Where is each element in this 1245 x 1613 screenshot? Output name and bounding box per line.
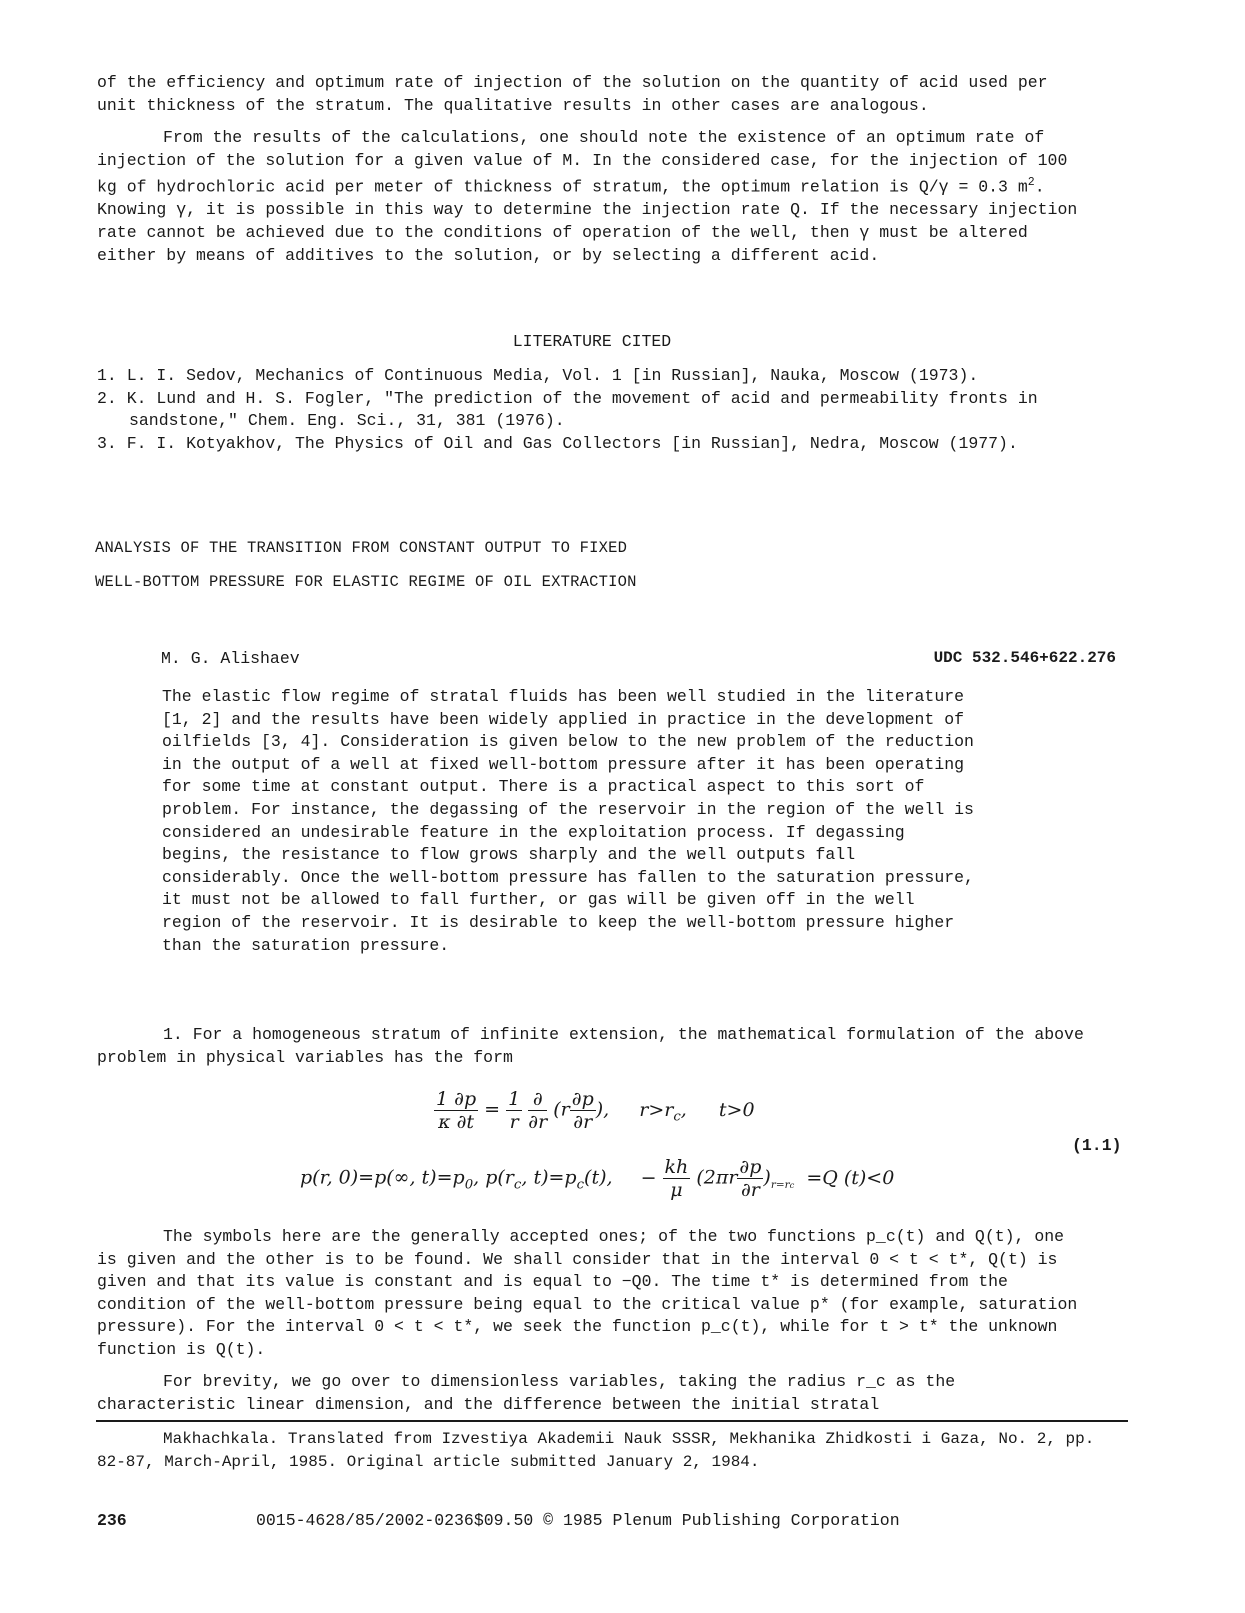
article-title-line-2: WELL-BOTTOM PRESSURE FOR ELASTIC REGIME OF OIL EXTRACTION [95, 573, 637, 591]
para-symbols: The symbols here are the generally accepted ones; of the two functions p_c(t) and Q(t), one is given and the other is to be found. We shall consider that in the interval 0 < t < t*, Q(t) is given and that its value is constant and is equal to −Q0. The time t* is determined from the condition of the well-bottom pressure being equal to the critical value p* (for example, saturation pressure). For the interval 0 < t < t*, we seek the function p_c(t), while for t > t* the unknown function is Q(t). [97, 1227, 1078, 1359]
equation-number: (1.1) [1072, 1136, 1122, 1155]
fraction: $\frac{\partial p}{\partial r}$ [571, 1088, 594, 1133]
fraction: $\frac{kh}{\mu}$ [664, 1156, 689, 1201]
footnote-rule [96, 1420, 1128, 1422]
reference-item: 1. L. I. Sedov, Mechanics of Continuous Media, Vol. 1 [in Russian], Nauka, Moscow (1973). [97, 366, 979, 385]
equation-1-1-line-2: p(r, 0)=p(∞, $t)=p_0$, $p(r_c$, $t)=p_c(t)$, − $\frac{kh}{\mu}$ (2πr $\frac{\partial p}{\partial r}$ )$_{r=rc} =Q$ (t)<0 [300, 1156, 895, 1201]
reference-item: 3. F. I. Kotyakhov, The Physics of Oil and Gas Collectors [in Russian], Nedra, Moscow (1977). [97, 433, 1018, 453]
equation-1-1-line-1: $\frac{1 \partial p}{\kappa \partial t}$ = $\frac{1}{r}$ $\frac{\partial}{\partial r}$ (r $\frac{\partial p}{\partial r}$ ), $r>r_c$, t>0 [436, 1088, 755, 1133]
abstract: The elastic flow regime of stratal fluids has been well studied in the literature [1, 2] and the results have been widely applied in practice in the development of oilfields [3, 4]. Consideration is given below to the new problem of the reduction in the output of a well at fixed well-bottom pressure after it has been operating for some time at constant output. There is a practical aspect to this sort of problem. For instance, the degassing of the reservoir in the region of the well is considered an undesirable feature in the exploitation process. If degassing begins, the resistance to flow grows sharply and the well outputs fall considerably. Once the well-bottom pressure has fallen to the saturation pressure, it must not be allowed to fall further, or gas will be given off in the well region of the reservoir. It is desirable to keep the well-bottom pressure higher than the saturation pressure. [162, 687, 974, 955]
fraction: $\frac{1}{r}$ [508, 1088, 521, 1133]
fraction: $\frac{\partial}{\partial r}$ [528, 1088, 548, 1133]
reference-list [97, 365, 1087, 455]
udc-code: UDC 532.546+622.276 [933, 649, 1116, 667]
fraction: $\frac{\partial p}{\partial r}$ [739, 1156, 762, 1201]
evaluation-subscript: r=rc [770, 1179, 795, 1192]
fraction: $\frac{1 \partial p}{\kappa \partial t}$ [436, 1088, 477, 1133]
section-1-intro: 1. For a homogeneous stratum of infinite extension, the mathematical formulation of the above problem in physical variables has the form [97, 1025, 1084, 1067]
para-continued: of the efficiency and optimum rate of injection of the solution on the quantity of acid used per unit thickness of the stratum. The qualitative results in other cases are analogous. [97, 73, 1048, 115]
literature-heading: LITERATURE CITED [512, 332, 672, 351]
author: M. G. Alishaev [161, 649, 300, 668]
para-optimum: From the results of the calculations, one should note the existence of an optimum rate of injection of the solution for a given value of M. In the considered case, for the injection of 100 kg of hydrochloric acid per meter of thickness of stratum, the optimum relation is Q/γ = 0.3 $m^2$. Knowing γ, it is possible in this way to determine the injection rate Q. If the necessary injection rate cannot be achieved due to the conditions of operation of the well, then γ must be altered either by means of additives to the solution, or by selecting a different acid. [97, 128, 1078, 265]
top-text [97, 72, 1087, 267]
reference-item: 2. K. Lund and H. S. Fogler, "The prediction of the movement of acid and permeability fronts in sandstone," Chem. Eng. Sci., 31, 381 (1976). [97, 388, 1038, 431]
article-title-line-1: ANALYSIS OF THE TRANSITION FROM CONSTANT OUTPUT TO FIXED [95, 539, 628, 557]
para-brevity: For brevity, we go over to dimensionless variables, taking the radius r_c as the characteristic linear dimension, and the difference between the initial stratal [97, 1372, 956, 1414]
footnote: Makhachkala. Translated from Izvestiya Akademii Nauk SSSR, Mekhanika Zhidkosti i Gaza, No. 2, pp. 82-87, March-April, 1985. Original article submitted January 2, 1984. [97, 1430, 1095, 1471]
page-number: 236 [97, 1511, 127, 1530]
copyright-line: 0015-4628/85/2002-0236$09.50 © 1985 Plenum Publishing Corporation [256, 1511, 900, 1530]
